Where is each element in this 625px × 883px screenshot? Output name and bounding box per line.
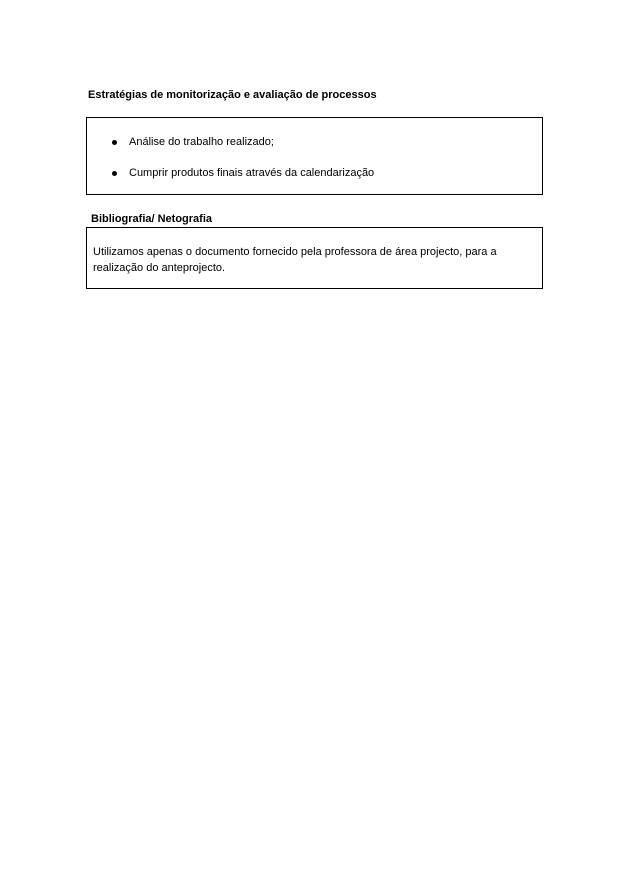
list-item-text: Cumprir produtos finais através da calendarização: [129, 167, 375, 179]
bullet-icon: [112, 140, 117, 145]
bullet-icon: [112, 171, 117, 176]
bibliography-heading: Bibliografia/ Netografia: [91, 213, 213, 225]
strategies-box: [86, 117, 543, 195]
bibliography-text: Utilizamos apenas o documento fornecido pela professora de área projecto, para a realização do anteprojecto.: [93, 246, 497, 274]
strategies-heading: Estratégias de monitorização e avaliação de processos: [88, 89, 377, 101]
bibliography-box: [86, 227, 543, 289]
list-item-text: Análise do trabalho realizado;: [129, 136, 274, 148]
